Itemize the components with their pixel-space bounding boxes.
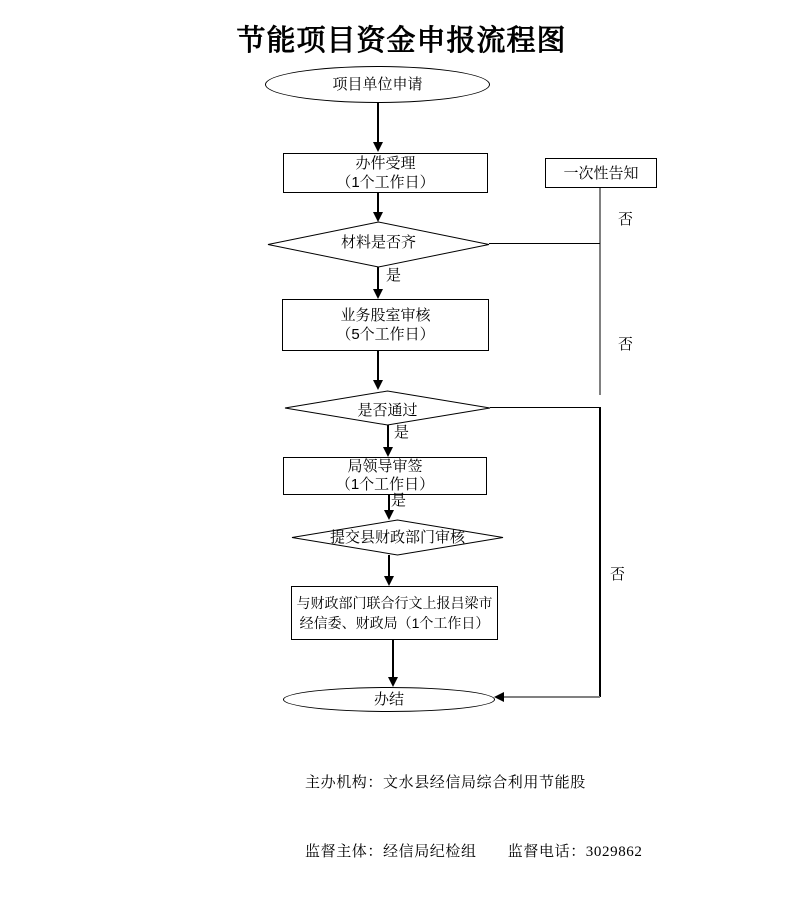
node-pass-label: 是否通过	[357, 402, 418, 419]
footer-info	[305, 726, 725, 910]
node-leader-sign-line1: 局领导审签	[347, 458, 423, 475]
node-start-terminator	[265, 66, 490, 103]
arrowhead-into-pass	[373, 380, 383, 390]
connector-materials-no-branch	[489, 243, 600, 244]
node-accept-line1: 办件受理	[355, 155, 416, 172]
node-dept-review-line1: 业务股室审核	[340, 307, 431, 324]
connector-notice-vertical-gray	[599, 188, 601, 395]
node-leader-sign-process	[283, 457, 487, 495]
node-accept-line2: （1个工作日）	[336, 174, 435, 191]
edge-label-no-3: 否	[610, 566, 626, 583]
connector-pass-no-branch	[490, 407, 600, 408]
connector-start-accept	[377, 103, 379, 142]
node-one-time-notice-label: 一次性告知	[563, 164, 639, 182]
arrowhead-into-leadersign	[383, 447, 393, 457]
connector-jointfiling-finish	[392, 640, 394, 677]
node-finish-label: 办结	[373, 691, 404, 708]
node-finish-terminator	[283, 687, 495, 712]
node-dept-review-line2: （5个工作日）	[336, 326, 435, 343]
arrowhead-into-finish-left	[494, 692, 504, 702]
node-joint-filing-process	[291, 586, 498, 640]
footer-supervision: 监督主体：经信局纪检组 监督电话：3029862	[305, 844, 643, 860]
connector-no-into-finish	[504, 696, 600, 698]
arrowhead-into-deptreview	[373, 289, 383, 299]
connector-leadersign-submit	[388, 495, 390, 510]
node-submit-finance-decision	[292, 520, 503, 555]
edge-label-yes-1: 是	[386, 267, 402, 284]
edge-label-no-2: 否	[618, 336, 634, 353]
arrowhead-into-finish	[388, 677, 398, 687]
arrowhead-into-submit	[384, 510, 394, 520]
node-pass-decision	[285, 391, 490, 425]
node-submit-finance-label: 提交县财政部门审核	[329, 529, 465, 546]
connector-pass-leadersign	[387, 425, 389, 447]
connector-accept-materials	[377, 193, 379, 212]
footer-host-org: 主办机构：文水县经信局综合利用节能股	[305, 775, 586, 791]
connector-deptreview-pass	[377, 351, 379, 380]
node-start-label: 项目单位申请	[332, 76, 423, 93]
page-title: 节能项目资金申报流程图	[236, 25, 567, 57]
node-dept-review-process	[282, 299, 489, 351]
node-materials-decision	[268, 222, 489, 267]
node-joint-filing-line2: 经信委、财政局（1个工作日）	[299, 615, 490, 631]
node-leader-sign-line2: （1个工作日）	[335, 476, 435, 493]
connector-materials-deptreview	[377, 267, 379, 289]
node-one-time-notice	[545, 158, 657, 188]
arrowhead-into-jointfiling	[384, 576, 394, 586]
arrowhead-into-accept	[373, 142, 383, 152]
arrowhead-into-materials	[373, 212, 383, 222]
edge-label-yes-2: 是	[394, 424, 410, 441]
node-materials-label: 材料是否齐	[340, 234, 416, 251]
connector-no-vertical-black	[599, 407, 601, 697]
connector-submit-jointfiling	[388, 555, 390, 576]
node-accept-process	[283, 153, 488, 193]
edge-label-yes-3: 是	[391, 492, 407, 509]
node-joint-filing-line1: 与财政部门联合行文上报吕梁市	[296, 595, 493, 611]
edge-label-no-1: 否	[618, 211, 634, 228]
